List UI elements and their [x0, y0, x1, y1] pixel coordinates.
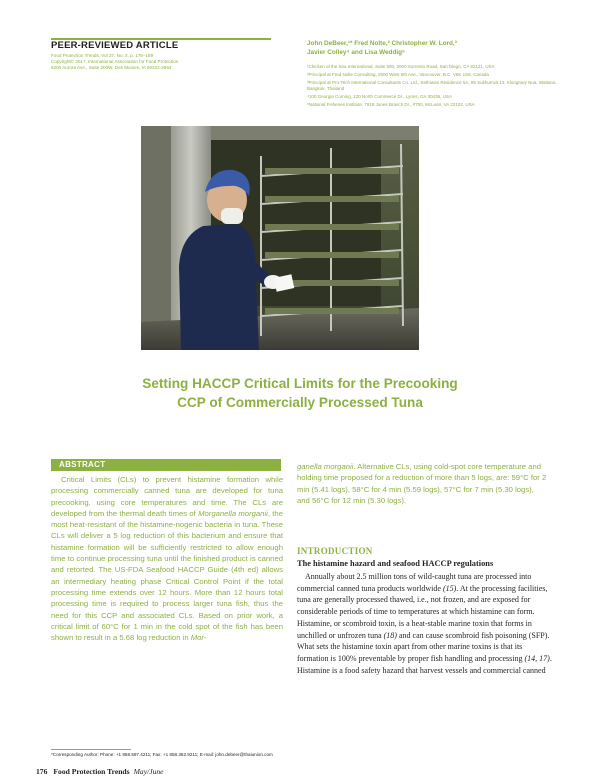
- abstract-text: . Alternative CLs, using cold-spot core temperature and holding time proposed for a reduction of more than 5 logs, are: 59°C for 2 min (5.41 logs), 58°C for 4 min (5.59 logs), 57°C for 7 min (5.30 logs), and 56°C for 12 min (5.30 logs).: [297, 462, 547, 505]
- abstract-left-column: [51, 474, 283, 643]
- affiliation: ³Principal at Pro-Tech International Consultants Co. Ltd., Sethiwan Residence 5A, 85 Sukhumvit 13, Klongtoey Nua, Wattana, Bangkok, Thailand: [307, 79, 557, 92]
- species-name: ganella morganii: [297, 462, 354, 471]
- body-paragraph: [297, 571, 553, 676]
- citation: (14, 17): [524, 653, 550, 663]
- species-name: Mor-: [190, 633, 207, 643]
- abstract-paragraph: [297, 461, 547, 506]
- affiliation: ⁴100 Georgia Corning, 120 North Commerce Dr., Lyons, GA 30436, USA: [307, 94, 452, 100]
- abstract-text: , the most heat-resistant of the histamine-nogenic bacteria in tuna. These CLs will deliver a 5 log reduction of this bacterium and ensure that histamine formation will be sufficiently restricted to allow enough time to continue processing tuna until the finished product is canned and retorted. The US-FDA Seafood HACCP Guide (4th ed) allows an intermediary heating phase Critical Control Point if the total processing time extends over 12 hours. More than 12 hours total processing time is required to process larger tuna fish, thus the need for this CCP and associated CLs. Based on prior work, a critical limit of 60°C for 1 min in the cold spot of the fish has been shown to result in a 5.68 log reduction in: [51, 508, 283, 643]
- meta-line: 6200 Aurora Ave., Suite 200W, Des Moines, IA 50322-2864: [51, 65, 172, 70]
- abstract-text: Critical Limits (CLs) to prevent histamine formation while processing commercially canned tuna are developed for tuna precooking, using core temperatures and time. The CLs are developed from the thermal death times of: [51, 475, 283, 518]
- author-line: John DeBeer,¹* Fred Nolte,² Christopher W. Lord,³: [307, 40, 457, 47]
- affiliations: [307, 64, 567, 110]
- abstract-right-column: [297, 461, 547, 506]
- page-number: 176: [36, 767, 48, 776]
- title-line: Setting HACCP Critical Limits for the Precooking: [142, 376, 458, 391]
- abstract-heading: ABSTRACT: [59, 460, 106, 469]
- meta-line: Copyright© 2017, International Association for Food Protection: [51, 59, 179, 64]
- affiliation: ⁵National Fisheries Institute, 7918 Jones Branch Dr., #700, McLean, VA 22102, USA: [307, 102, 475, 108]
- journal-meta: [51, 53, 266, 71]
- species-name: Morganella morganii: [198, 508, 268, 518]
- issue-month: May/June: [133, 767, 164, 776]
- citation: (18): [383, 630, 397, 640]
- article-title: [60, 374, 540, 412]
- abstract-paragraph: [51, 474, 283, 643]
- body-text: . Histamine is a food safety hazard that harvest vessels and commercial canned: [297, 653, 552, 675]
- author-list: [307, 40, 557, 57]
- footnote-rule: [51, 749, 131, 750]
- journal-name: Food Protection Trends: [53, 767, 130, 776]
- corresponding-author-footnote: *Corresponding Author: Phone: +1 858.597.4211; Fax: +1 858.362.9211; E-mail: john.debeer@thaiunion.com: [51, 752, 273, 757]
- meta-line: Food Protection Trends, Vol 37, No. 3, p. 176–189: [51, 53, 154, 58]
- article-type-label: PEER-REVIEWED ARTICLE: [51, 40, 179, 51]
- body-text: and can cause scombroid fish poisoning (SFP). What sets the histamine toxin apart from other marine toxins is that its formation is 100% preventable by proper fish handling and processing: [297, 630, 550, 663]
- page-footer: [36, 767, 164, 776]
- body-text: Annually about 2.5 million tons of wild-caught tuna are processed into commercial canned tuna products worldwide: [297, 572, 532, 593]
- author-line: Javier Colley⁴ and Lisa Weddig⁵: [307, 48, 406, 56]
- introduction-body: [297, 571, 553, 676]
- section-heading-introduction: INTRODUCTION: [297, 546, 373, 556]
- affiliation: ²Principal at Fred Nolte Consulting, 2500 West 5th Ave., Vancouver, B.C. V6K 1S9, Canada: [307, 71, 489, 77]
- subsection-heading: The histamine hazard and seafood HACCP regulations: [297, 559, 494, 568]
- title-line: CCP of Commercially Processed Tuna: [177, 395, 423, 410]
- affiliation: ¹Chicken of the Sea International, Suite 500, 2000 Sorrento Road, San Diego, CA 92121, USA: [307, 64, 495, 69]
- citation: (15): [442, 583, 457, 593]
- body-text: . At the processing facilities, tuna are generally processed thawed, i.e., not frozen, and are exposed for considerable periods of time to temperatures at which histamine can form. Histamine, or scombroid toxin, is a heat-stable marine toxin that forms in unchilled or unfrozen tuna: [297, 583, 548, 640]
- article-photo: [141, 126, 419, 350]
